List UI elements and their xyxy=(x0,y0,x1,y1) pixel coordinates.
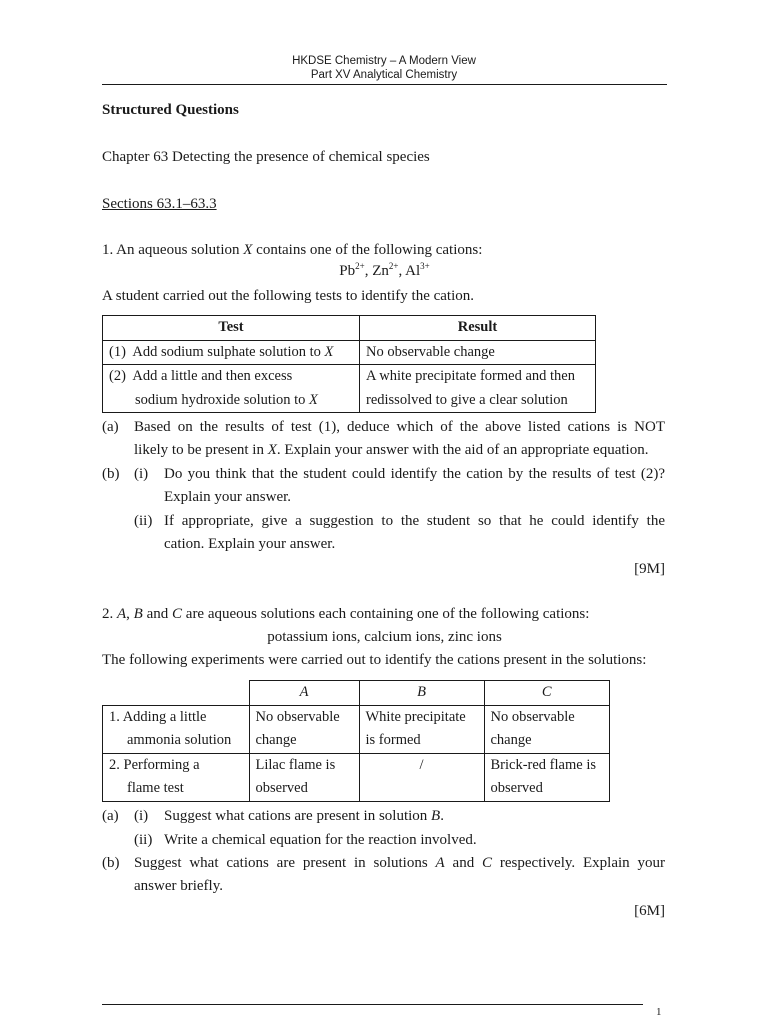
q2-table-head-c: C xyxy=(484,681,610,706)
q2-lead: The following experiments were carried out to identify the cations present in the solutions: xyxy=(102,652,647,668)
chapter-heading: Chapter 63 Detecting the presence of chemical species xyxy=(102,149,430,165)
q1bi-line1: Do you think that the student could identify the cation by the results of test (2)? xyxy=(164,466,665,482)
q2-table-row1-a: No observable change xyxy=(249,705,359,753)
q2-table-row1-b: White precipitate is formed xyxy=(359,705,484,753)
q2-table-corner xyxy=(103,681,250,706)
q1b-label: (b) xyxy=(102,466,120,482)
running-header-part: Part XV Analytical Chemistry xyxy=(310,69,458,81)
q2ai-text: Suggest what cations are present in solution B. xyxy=(164,808,444,824)
q2-table-row2-a: Lilac flame is observed xyxy=(249,753,359,801)
running-header-title: HKDSE Chemistry – A Modern View xyxy=(292,55,476,67)
q1a-line1: Based on the results of test (1), deduce which of the above listed cations is NOT xyxy=(134,419,665,435)
q2-table-row1-label: 1. Adding a little ammonia solution xyxy=(103,705,250,753)
q1-table-head-result: Result xyxy=(360,316,596,341)
q1-table-result-2: A white precipitate formed and then redissolved to give a clear solution xyxy=(360,365,596,413)
q2-intro: 2. A, B and C are aqueous solutions each containing one of the following cations: xyxy=(102,606,590,622)
q2b-label: (b) xyxy=(102,855,120,871)
q2-table-head-a: A xyxy=(249,681,359,706)
q1-lead: A student carried out the following tests to identify the cation. xyxy=(102,288,475,304)
q2-marks: [6M] xyxy=(634,903,665,919)
q1a-label: (a) xyxy=(102,419,119,435)
q1a-line2: likely to be present in X. Explain your answer with the aid of an appropriate equation. xyxy=(134,442,649,458)
q1-marks: [9M] xyxy=(634,561,665,577)
q2-table xyxy=(102,680,610,802)
q2aii-label: (ii) xyxy=(134,832,153,848)
q1-table xyxy=(102,315,596,413)
q2a-label: (a) xyxy=(102,808,119,824)
q1bii-label: (ii) xyxy=(134,513,153,529)
q2b-line1: Suggest what cations are present in solutions A and C respectively. Explain your xyxy=(134,855,665,871)
page-title: Structured Questions xyxy=(102,102,239,118)
q2b-line2: answer briefly. xyxy=(134,878,223,894)
q1-table-test-1: (1) Add sodium sulphate solution to X xyxy=(103,340,360,365)
q1-cation-list: $Pb^{2+}$, $Zn^{2+}$, $Al^{3+}$ xyxy=(339,261,430,279)
q1-table-result-1: No observable change xyxy=(360,340,596,365)
q1bi-label: (i) xyxy=(134,466,149,482)
page-number: 1 xyxy=(656,1006,662,1018)
q2-table-row2-label: 2. Performing a flame test xyxy=(103,753,250,801)
q2-cation-list: potassium ions, calcium ions, zinc ions xyxy=(267,629,502,645)
q1-table-head-test: Test xyxy=(103,316,360,341)
q1bi-line2: Explain your answer. xyxy=(164,489,292,505)
q2ai-label: (i) xyxy=(134,808,149,824)
q2-table-row2-c: Brick-red flame is observed xyxy=(484,753,610,801)
footer-rule xyxy=(102,1004,643,1005)
q1-intro: 1. An aqueous solution X contains one of the following cations: xyxy=(102,242,483,258)
q2-table-row1-c: No observable change xyxy=(484,705,610,753)
q1bii-line2: cation. Explain your answer. xyxy=(164,536,336,552)
sections-heading: Sections 63.1–63.3 xyxy=(102,196,217,212)
q1-table-test-2: (2) Add a little and then excess sodium hydroxide solution to X xyxy=(103,365,360,413)
q2aii-text: Write a chemical equation for the reaction involved. xyxy=(164,832,477,848)
q2-table-head-b: B xyxy=(359,681,484,706)
header-rule xyxy=(102,84,667,85)
q2-table-row2-b: / xyxy=(359,753,484,801)
q1bii-line1: If appropriate, give a suggestion to the student so that he could identify the xyxy=(164,513,665,529)
